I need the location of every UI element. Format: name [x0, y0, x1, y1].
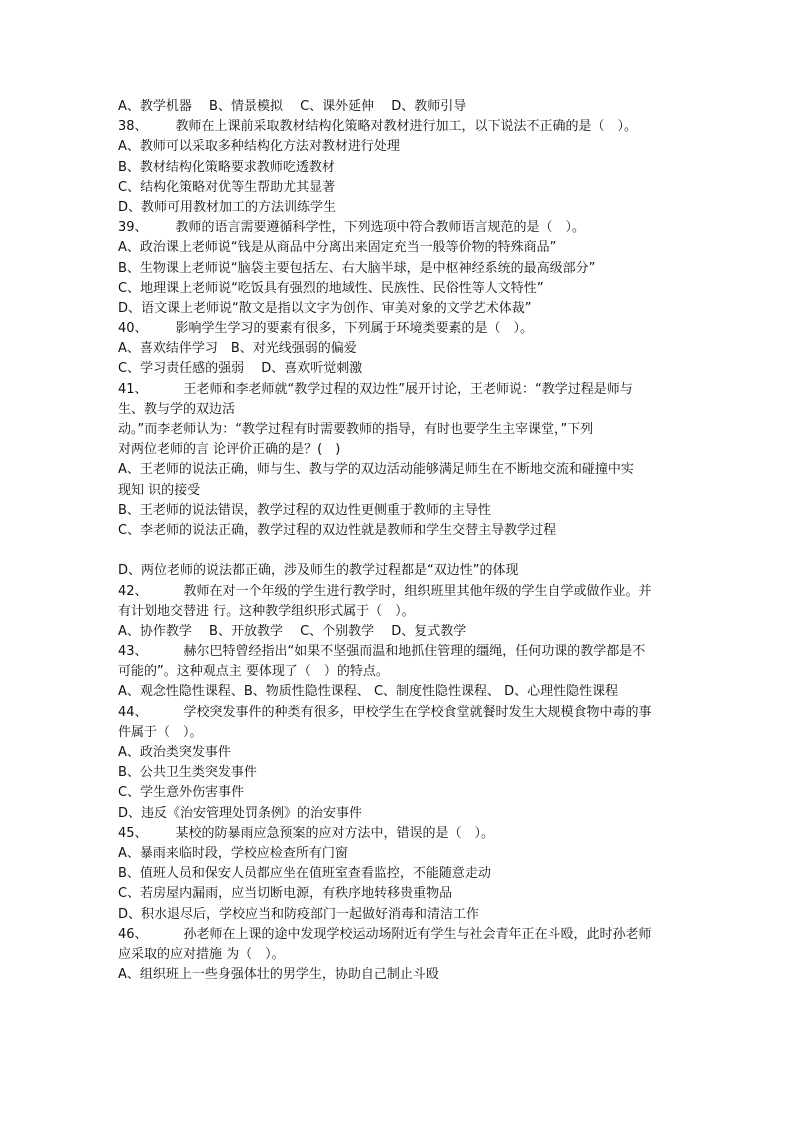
question-45: [118, 824, 678, 844]
question-text: 某校的防暴雨应急预案的应对方法中，错误的是（ ）。: [175, 825, 495, 841]
option-38-b: B、教材结构化策略要求教师吃透教材: [118, 159, 335, 175]
question-text: 赫尔巴特曾经指出“如果不坚强而温和地抓住管理的缰绳，任何功课的教学都是不: [183, 644, 646, 660]
question-number: 38、: [118, 119, 148, 135]
option-44-d: D、违反《治安管理处罚条例》的治安事件: [118, 805, 363, 821]
option-41-a-cont: 现知 识的接受: [118, 482, 201, 498]
blank-line: [118, 541, 678, 561]
question-40: [118, 319, 678, 339]
option-39-b: B、生物课上老师说“脑袋主要包括左、右大脑半球，是中枢神经系统的最高级部分”: [118, 260, 596, 276]
question-39: [118, 218, 678, 238]
option-44-a: A、政治类突发事件: [118, 745, 231, 760]
question-44: [118, 703, 678, 723]
question-42-cont: 有计划地交替进 行。这种教学组织形式属于（ ）。: [118, 603, 415, 619]
option-45-d: D、积水退尽后，学校应当和防疫部门一起做好消毒和清洁工作: [118, 906, 480, 922]
question-number: 45、: [118, 825, 148, 841]
question-38: [118, 117, 678, 137]
option-44-c: C、学生意外伤害事件: [118, 785, 245, 801]
question-number: 44、: [118, 704, 148, 720]
option-39-a: A、政治课上老师说“钱是从商品中分离出来固定充当一般等价物的特殊商品”: [118, 240, 557, 256]
option-39-c: C、地理课上老师说“吃饭具有强烈的地域性、民族性、民俗性等人文特性”: [118, 280, 544, 296]
question-number: 41、: [118, 381, 148, 397]
options-line-37: A、教学机器 B、情景模拟 C、课外延伸 D、教师引导: [118, 99, 467, 114]
question-text: 学校突发事件的种类有很多，甲校学生在学校食堂就餐时发生大规模食物中毒的事: [183, 704, 652, 720]
options-43: A、观念性隐性课程、B、物质性隐性课程、 C、制度性隐性课程、 D、心理性隐性课程: [118, 684, 619, 700]
question-number: 39、: [118, 220, 148, 236]
question-44-cont: 件属于（ ）。: [118, 724, 203, 740]
question-41-cont-1: 生、教与学的双边活: [118, 401, 236, 417]
question-41: [118, 380, 678, 400]
option-41-b: B、王老师的说法错误，教学过程的双边性更侧重于教师的主导性: [118, 502, 491, 518]
option-41-c: C、李老师的说法正确，教学过程的双边性就是教师和学生交替主导教学过程: [118, 522, 557, 538]
question-46: [118, 925, 678, 945]
options-42: A、协作教学 B、开放教学 C、个别教学 D、复式教学: [118, 623, 467, 639]
question-text: 教师在对一个年级的学生进行教学时，组织班里其他年级的学生自学或做作业。并: [183, 583, 652, 599]
question-text: 教师的语言需要遵循科学性，下列选项中符合教师语言规范的是（ ）。: [175, 220, 586, 236]
option-44-b: B、公共卫生类突发事件: [118, 765, 257, 781]
option-38-a: A、教师可以采取多种结构化方法对教材进行处理: [118, 139, 400, 155]
option-46-a: A、组织班上一些身强体壮的男学生，协助自己制止斗殴: [118, 967, 439, 983]
question-text: 教师在上课前采取教材结构化策略对教材进行加工，以下说法不正确的是（ ）。: [175, 119, 638, 135]
option-41-a: A、王老师的说法正确，师与生、教与学的双边活动能够满足师生在不断地交流和碰撞中实: [118, 462, 634, 478]
option-38-d: D、教师可用教材加工的方法训练学生: [118, 199, 337, 215]
question-number: 42、: [118, 583, 148, 599]
question-text: 孙老师在上课的途中发现学校运动场附近有学生与社会青年正在斗殴，此时孙老师: [183, 926, 652, 942]
option-39-d: D、语文课上老师说“散文是指以文字为创作、审美对象的文学艺术体裁”: [118, 300, 532, 316]
question-number: 43、: [118, 644, 148, 660]
question-41-cont-3: 对两位老师的言 论评价正确的是？( ): [118, 442, 341, 458]
options-40-ab: A、喜欢结伴学习 B、对光线强弱的偏爱: [118, 341, 357, 357]
question-43: [118, 642, 678, 662]
question-number: 46、: [118, 926, 148, 942]
document-page: [118, 97, 678, 985]
question-41-cont-2: 动。”而李老师认为：“教学过程有时需要教师的指导，有时也要学生主宰课堂，”下列: [118, 422, 594, 437]
question-43-cont: 可能的”。这种观点主 要体现了（ ）的特点。: [118, 664, 389, 680]
options-40-cd: C、学习责任感的强弱 D、喜欢听觉刺激: [118, 361, 363, 377]
option-45-a: A、暴雨来临时段，学校应检查所有门窗: [118, 845, 348, 861]
option-38-c: C、结构化策略对优等生帮助尤其显著: [118, 179, 336, 195]
option-45-c: C、若房屋内漏雨，应当切断电源，有秩序地转移贵重物品: [118, 886, 453, 902]
question-number: 40、: [118, 321, 148, 337]
question-text: 影响学生学习的要素有很多，下列属于环境类要素的是（ ）。: [175, 321, 534, 337]
option-45-b: B、值班人员和保安人员都应坐在值班室查看监控，不能随意走动: [118, 866, 491, 882]
question-text: 王老师和李老师就“教学过程的双边性”展开讨论，王老师说：“教学过程是师与: [183, 381, 633, 397]
question-42: [118, 582, 678, 602]
question-46-cont: 应采取的应对措施 为（ ）。: [118, 946, 285, 962]
option-41-d: D、两位老师的说法都正确，涉及师生的教学过程都是“双边性”的体现: [118, 563, 519, 579]
